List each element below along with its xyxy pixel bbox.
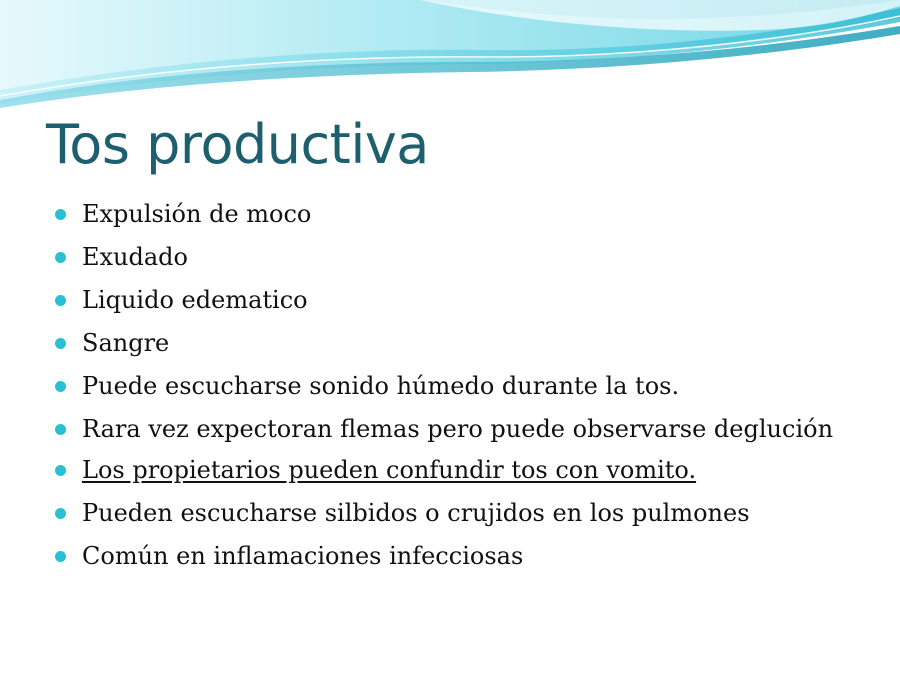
- bullet-dot-icon: [55, 338, 66, 349]
- bullet-dot-icon: [55, 551, 66, 562]
- bullet-text: Sangre: [82, 329, 170, 357]
- bullet-text: Rara vez expectoran flemas pero puede observarse deglución: [82, 415, 834, 443]
- bullet-dot-icon: [55, 252, 66, 263]
- bullet-text: Los propietarios pueden confundir tos con vomito.: [82, 456, 697, 484]
- bullet-list: [55, 196, 855, 581]
- bullet-item: [55, 538, 855, 574]
- bullet-text: Expulsión de moco: [82, 200, 312, 228]
- bullet-item: [55, 368, 855, 404]
- bullet-text: Común en inflamaciones infecciosas: [82, 542, 524, 570]
- bullet-text: Pueden escucharse silbidos o crujidos en los pulmones: [82, 499, 750, 527]
- header-wave-decoration: [0, 0, 900, 110]
- bullet-item: [55, 239, 855, 275]
- slide-title: Tos productiva: [46, 113, 429, 176]
- bullet-dot-icon: [55, 209, 66, 220]
- bullet-dot-icon: [55, 424, 66, 435]
- bullet-text: Exudado: [82, 243, 188, 271]
- bullet-text: Liquido edematico: [82, 286, 308, 314]
- bullet-dot-icon: [55, 295, 66, 306]
- bullet-text: Puede escucharse sonido húmedo durante la tos.: [82, 372, 680, 400]
- bullet-item: [55, 411, 855, 447]
- bullet-item: [55, 495, 855, 531]
- bullet-item-underlined: [55, 452, 855, 488]
- bullet-item: [55, 282, 855, 318]
- bullet-dot-icon: [55, 381, 66, 392]
- bullet-dot-icon: [55, 465, 66, 476]
- bullet-dot-icon: [55, 508, 66, 519]
- bullet-item: [55, 325, 855, 361]
- bullet-item: [55, 196, 855, 232]
